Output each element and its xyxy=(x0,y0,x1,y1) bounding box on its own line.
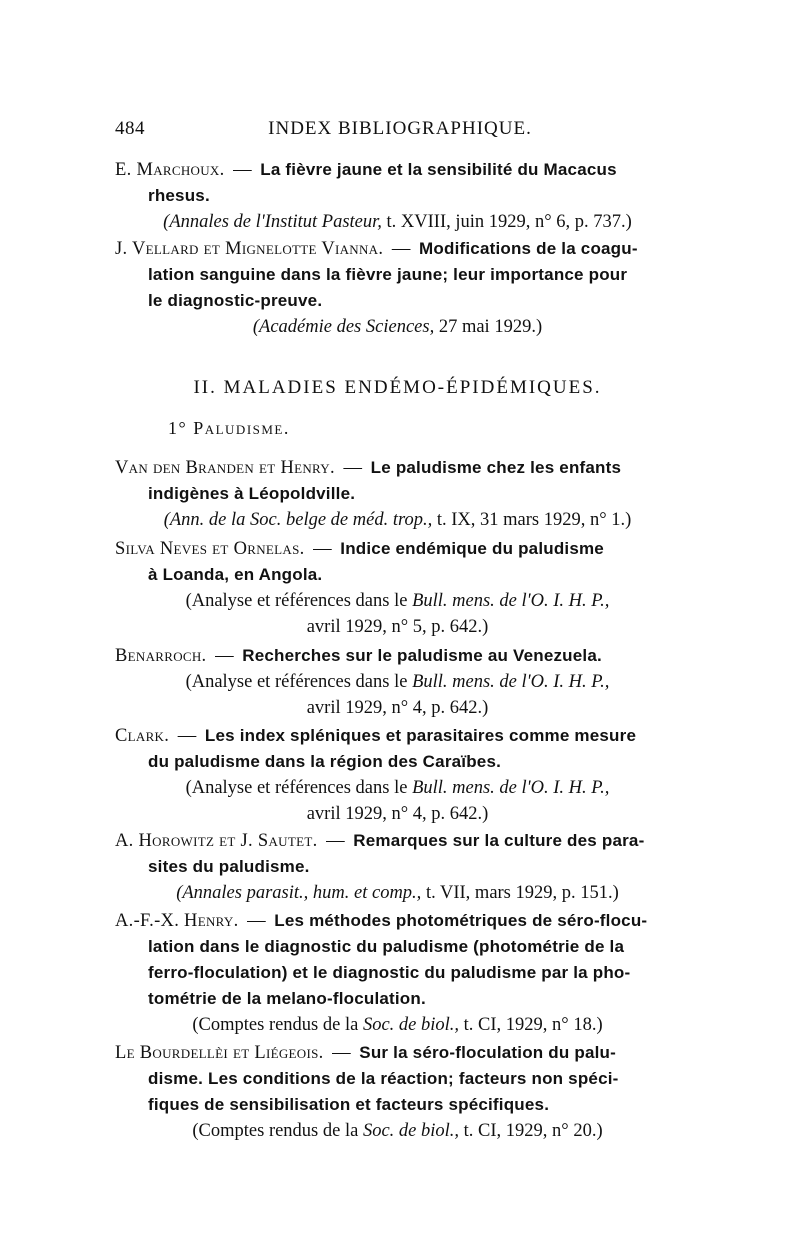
entry-source xyxy=(115,880,680,906)
running-head: INDEX BIBLIOGRAPHIQUE. xyxy=(268,118,532,139)
source-details: 27 mai 1929.) xyxy=(434,317,543,337)
subsection-heading: 1° Paludisme. xyxy=(168,418,290,438)
entry-source-continued: avril 1929, n° 5, p. 642.) xyxy=(306,617,489,637)
source-prefix: (Comptes rendus de la xyxy=(192,1015,363,1035)
entry-heading xyxy=(115,536,680,562)
entry-title: Modifications de la coagu- xyxy=(419,239,638,258)
entry-heading xyxy=(115,908,680,934)
entry-source xyxy=(115,1118,680,1144)
bibliography-entry xyxy=(115,236,680,340)
entry-title-continued: sites du paludisme. xyxy=(148,857,310,876)
entry-title-continued: disme. Les conditions de la réaction; facteurs non spéci- xyxy=(148,1069,619,1088)
entry-title-continued: lation dans le diagnostic du paludisme (photométrie de la xyxy=(148,937,625,956)
entry-dash: — xyxy=(247,911,266,931)
entry-title: Recherches sur le paludisme au Venezuela. xyxy=(242,646,602,665)
entry-dash: — xyxy=(391,239,411,259)
entry-title-continued: le diagnostic-preuve. xyxy=(148,291,323,310)
entry-source xyxy=(115,669,680,695)
entry-title-continued: tométrie de la melano-floculation. xyxy=(148,989,426,1008)
source-journal: (Annales parasit., hum. et comp., xyxy=(176,883,422,903)
section-heading: II. MALADIES ENDÉMO-ÉPIDÉMIQUES. xyxy=(193,377,602,398)
entry-dash: — xyxy=(332,1043,351,1063)
source-details: t. CI, 1929, n° 18.) xyxy=(459,1015,603,1035)
entry-title-continued: indigènes à Léopoldville. xyxy=(148,484,356,503)
entry-title-continued: ferro-floculation) et le diagnostic du paludisme par la pho- xyxy=(148,963,631,982)
bibliography-entry xyxy=(115,908,680,1038)
source-journal: Soc. de biol., xyxy=(362,1121,460,1141)
source-prefix: (Analyse et références dans le xyxy=(185,591,413,611)
entry-heading xyxy=(115,157,680,183)
source-details: t. CI, 1929, n° 20.) xyxy=(459,1121,603,1141)
entry-dash: — xyxy=(177,726,197,746)
entry-dash: — xyxy=(313,539,332,559)
entry-title-continued: fiques de sensibilisation et facteurs spécifiques. xyxy=(148,1095,550,1114)
entry-authors: Clark. xyxy=(115,726,170,746)
source-journal: (Ann. de la Soc. belge de méd. trop., xyxy=(163,510,433,530)
source-details: t. XVIII, juin 1929, n° 6, p. 737.) xyxy=(381,212,632,232)
entry-title: La fièvre jaune et la sensibilité du Macacus xyxy=(260,160,617,179)
bibliography-entry xyxy=(115,157,680,235)
bibliography-entry xyxy=(115,723,680,827)
entry-source xyxy=(115,314,680,340)
entry-authors: Le Bourdellèi et Liégeois. xyxy=(115,1043,324,1063)
entry-dash: — xyxy=(215,646,234,666)
page-header xyxy=(115,118,685,148)
entry-heading xyxy=(115,723,680,749)
entry-title: Les méthodes photométriques de séro-flocu- xyxy=(274,911,648,930)
entry-title: Sur la séro-floculation du palu- xyxy=(359,1043,616,1062)
source-details: t. IX, 31 mars 1929, n° 1.) xyxy=(432,510,632,530)
entry-authors: E. Marchoux. xyxy=(115,160,225,180)
source-journal: (Annales de l'Institut Pasteur, xyxy=(163,212,382,232)
source-prefix: (Analyse et références dans le xyxy=(185,778,413,798)
entry-authors: Benarroch. xyxy=(115,646,207,666)
source-details: t. VII, mars 1929, p. 151.) xyxy=(421,883,619,903)
entry-authors: Van den Branden et Henry. xyxy=(115,458,335,478)
bibliography-entry xyxy=(115,455,680,533)
entry-heading xyxy=(115,828,680,854)
entry-heading xyxy=(115,455,680,481)
bibliography-entry xyxy=(115,536,680,640)
bibliography-entry xyxy=(115,1040,680,1144)
entry-source xyxy=(115,588,680,614)
entry-title-continued: rhesus. xyxy=(148,186,210,205)
source-prefix: (Comptes rendus de la xyxy=(192,1121,363,1141)
entry-heading xyxy=(115,643,680,669)
entry-authors: Silva Neves et Ornelas. xyxy=(115,539,305,559)
source-journal: Soc. de biol., xyxy=(362,1015,460,1035)
entry-title-continued: à Loanda, en Angola. xyxy=(148,565,323,584)
entry-heading xyxy=(115,236,680,262)
source-journal: Bull. mens. de l'O. I. H. P., xyxy=(412,672,610,692)
entry-title: Remarques sur la culture des para- xyxy=(353,831,645,850)
entry-authors: A. Horowitz et J. Sautet. xyxy=(115,831,318,851)
entry-title-continued: lation sanguine dans la fièvre jaune; leur importance pour xyxy=(148,265,628,284)
entry-title-continued: du paludisme dans la région des Caraïbes. xyxy=(148,752,502,771)
bibliography-entry xyxy=(115,828,680,906)
page-number: 484 xyxy=(115,118,145,139)
entry-source xyxy=(115,1012,680,1038)
source-journal: Bull. mens. de l'O. I. H. P., xyxy=(412,591,610,611)
entry-title: Indice endémique du paludisme xyxy=(340,539,604,558)
entry-authors: J. Vellard et Mignelotte Vianna. xyxy=(115,239,384,259)
entry-heading xyxy=(115,1040,680,1066)
entry-dash: — xyxy=(326,831,345,851)
entry-source xyxy=(115,507,680,533)
bibliography-entry xyxy=(115,643,680,721)
entry-source-continued: avril 1929, n° 4, p. 642.) xyxy=(306,698,489,718)
source-journal: Bull. mens. de l'O. I. H. P., xyxy=(412,778,610,798)
entry-dash: — xyxy=(233,160,252,180)
entry-source xyxy=(115,775,680,801)
entry-source xyxy=(115,209,680,235)
source-journal: (Académie des Sciences, xyxy=(252,317,435,337)
entry-source-continued: avril 1929, n° 4, p. 642.) xyxy=(306,804,489,824)
entry-title: Le paludisme chez les enfants xyxy=(370,458,622,477)
source-prefix: (Analyse et références dans le xyxy=(185,672,413,692)
entry-authors: A.-F.-X. Henry. xyxy=(115,911,239,931)
entry-dash: — xyxy=(343,458,363,478)
entry-title: Les index spléniques et parasitaires comme mesure xyxy=(204,726,637,745)
